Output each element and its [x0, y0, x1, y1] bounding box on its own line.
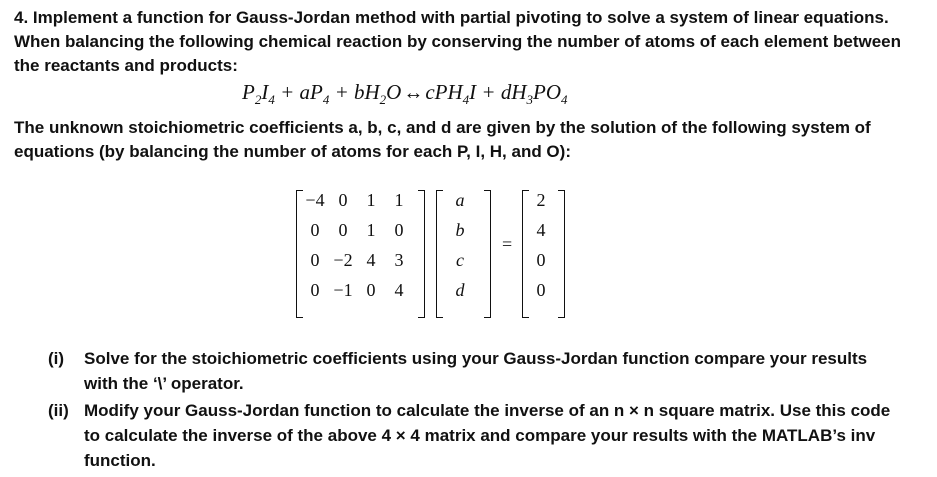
vector-cell: 4	[536, 220, 546, 240]
vector-cell: 0	[536, 280, 546, 300]
matrix-cell: 0	[338, 220, 348, 240]
matrix-a-right-bracket	[418, 190, 425, 318]
matrix-cell: −1	[333, 280, 353, 300]
vector-cell: c	[456, 250, 464, 270]
matrix-cell: 4	[394, 280, 404, 300]
vector-x-right-bracket	[484, 190, 491, 318]
vector-cell: 0	[536, 250, 546, 270]
double-arrow-icon: ↔	[403, 82, 424, 104]
item-label: (ii)	[48, 401, 69, 420]
equals-sign: =	[502, 234, 513, 254]
matrix-cell: 0	[310, 280, 320, 300]
question-intro: 4. Implement a function for Gauss-Jordan method with partial pivoting to solve a system of linear equations. When balancing the following chemical reaction by conserving the number of atoms of each element between the reactants and products:	[14, 8, 901, 75]
matrix-cell: 4	[366, 250, 376, 270]
chemical-reaction: $P_2I_4 + aP_4 + bH_2O$ ↔cPH$_4$I + $dH_3PO_4$	[242, 80, 568, 108]
item-text: Modify your Gauss-Jordan function to calculate the inverse of an n × n square matrix. Use this code to calculate the inverse of the above 4 × 4 matrix and compare your results with the MATLAB’s inv function.	[84, 401, 891, 470]
matrix-cell: 0	[366, 280, 376, 300]
matrix-cell: 1	[394, 190, 404, 210]
matrix-cell: 0	[310, 250, 320, 270]
matrix-cell: 0	[394, 220, 404, 240]
matrix-cell: −2	[333, 250, 353, 270]
matrix-cell: 1	[366, 220, 376, 240]
vector-x-left-bracket	[436, 190, 443, 318]
vector-cell: 2	[536, 190, 546, 210]
list-item	[48, 346, 908, 396]
item-label: (i)	[48, 349, 65, 368]
item-text: Solve for the stoichiometric coefficients using your Gauss-Jordan function compare your results with the ‘\’ operator.	[84, 349, 868, 393]
unknowns-paragraph: The unknown stoichiometric coefficients a, b, c, and d are given by the solution of the following system of equations (by balancing the number of atoms for each P, I, H, and O):	[14, 118, 871, 161]
vector-cell: a	[455, 190, 465, 210]
vector-b-right-bracket	[558, 190, 565, 318]
matrix-cell: −4	[305, 190, 325, 210]
matrix-cell: 3	[394, 250, 404, 270]
vector-cell: b	[455, 220, 465, 240]
vector-cell: d	[455, 280, 465, 300]
matrix-cell: 1	[366, 190, 376, 210]
matrix-cell: 0	[310, 220, 320, 240]
matrix-cell: 0	[338, 190, 348, 210]
list-item	[48, 398, 908, 473]
